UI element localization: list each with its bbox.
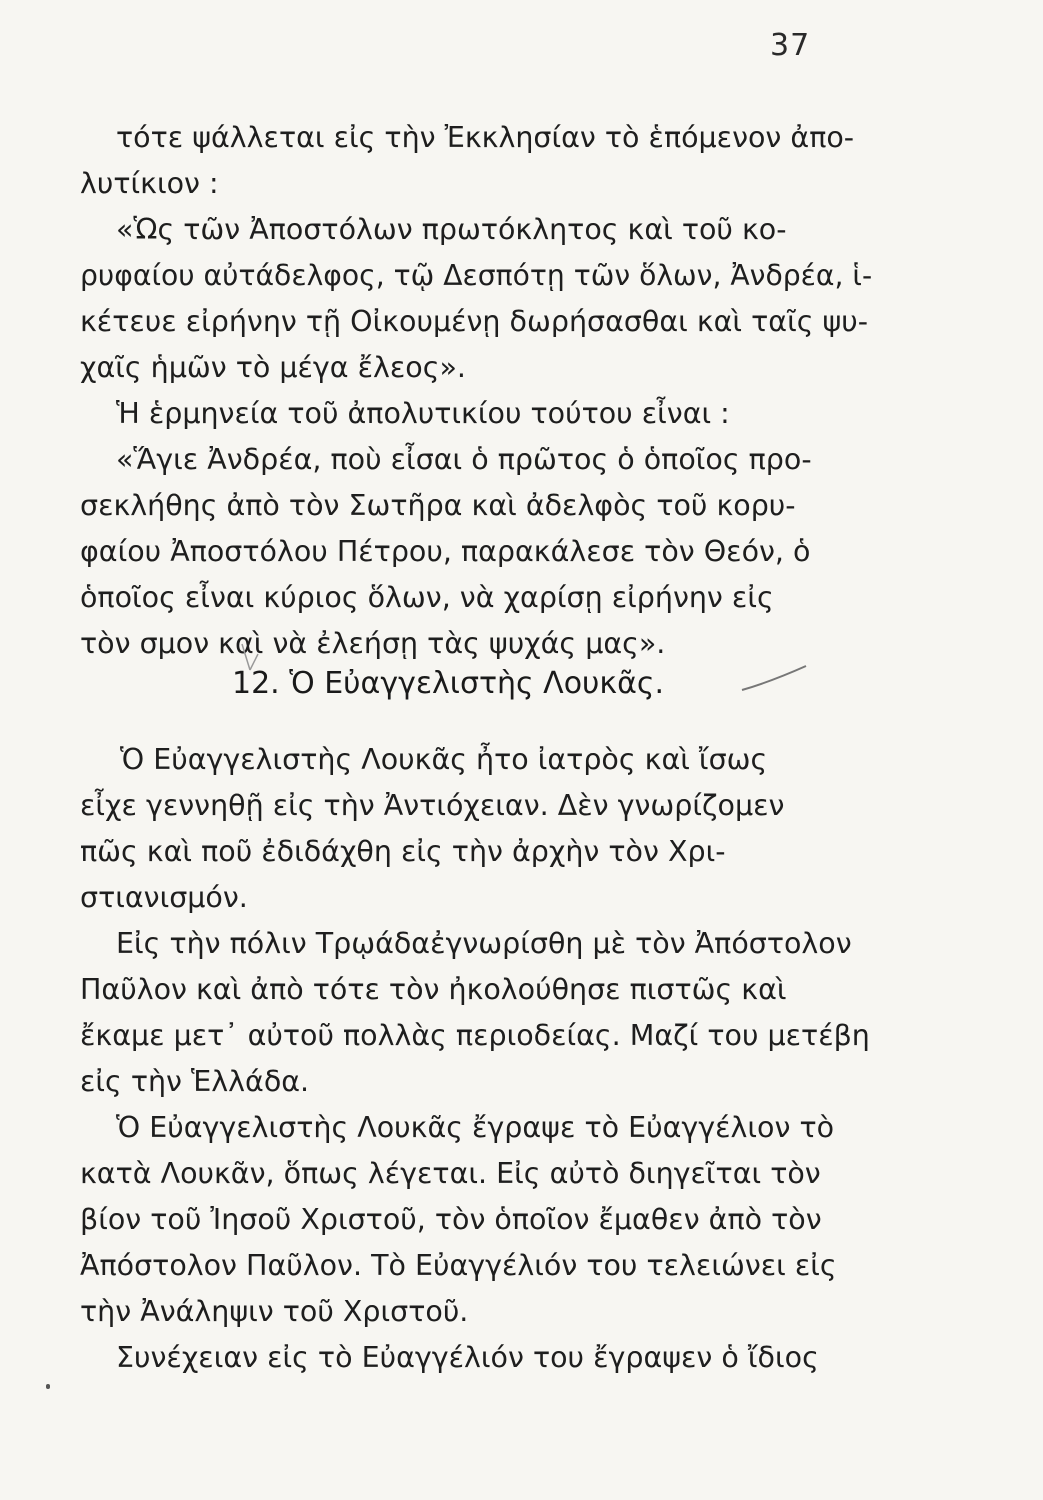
text-line: χαῖς ἡμῶν τὸ μέγα ἔλεος». [80, 351, 466, 384]
text-line: «Ὡς τῶν Ἀποστόλων πρωτόκλητος καὶ τοῦ κο- [116, 213, 787, 246]
text-line: «Ἅγιε Ἀνδρέα, ποὺ εἶσαι ὁ πρῶτος ὁ ὁποῖος προ- [116, 443, 812, 476]
text-line: εἶχε γεννηθῇ εἰς τὴν Ἀντιόχειαν. Δὲν γνωρίζομεν [80, 789, 785, 822]
text-line: κέτευε εἰρήνην τῇ Οἰκουμένῃ δωρήσασθαι καὶ ταῖς ψυ- [80, 305, 869, 338]
text-line: ὁποῖος εἶναι κύριος ὅλων, νὰ χαρίσῃ εἰρήνην εἰς [80, 581, 774, 614]
text-line: ρυφαίου αὐτάδελφος, τῷ Δεσπότῃ τῶν ὅλων, Ἀνδρέα, ἱ- [80, 259, 873, 292]
text-line: τὸν σμον καὶ νὰ ἐλεήσῃ τὰς ψυχάς μας». [80, 627, 666, 660]
pencil-tick-icon [236, 640, 266, 680]
speck [46, 1384, 50, 1389]
text-line: εἰς τὴν Ἑλλάδα. [80, 1065, 310, 1098]
text-line: κατὰ Λουκᾶν, ὅπως λέγεται. Εἰς αὐτὸ διηγεῖται τὸν [80, 1157, 821, 1190]
text-line: Παῦλον καὶ ἀπὸ τότε τὸν ἠκολούθησε πιστῶς καὶ [80, 973, 787, 1006]
text-line: Συνέχειαν εἰς τὸ Εὐαγγέλιόν του ἔγραψεν ὁ ἴδιος [116, 1341, 819, 1374]
text-line: ἔκαμε μετ᾽ αὐτοῦ πολλὰς περιοδείας. Μαζί του μετέβη [80, 1019, 870, 1052]
text-line: σεκλήθης ἀπὸ τὸν Σωτῆρα καὶ ἀδελφὸς τοῦ κορυ- [80, 489, 796, 522]
text-line: Ὁ Εὐαγγελιστὴς Λουκᾶς ἦτο ἰατρὸς καὶ ἴσως [120, 743, 768, 776]
text-line: λυτίκιον : [80, 167, 219, 200]
page-number: 37 [770, 28, 811, 63]
text-line: Ἀπόστολον Παῦλον. Τὸ Εὐαγγέλιόν του τελειώνει εἰς [80, 1249, 837, 1282]
text-line: τὴν Ἀνάληψιν τοῦ Χριστοῦ. [80, 1295, 469, 1328]
text-line: πῶς καὶ ποῦ ἐδιδάχθη εἰς τὴν ἀρχὴν τὸν Χρι- [80, 835, 726, 868]
text-line: Εἰς τὴν πόλιν Τρῳάδαἐγνωρίσθη μὲ τὸν Ἀπόστολον [116, 927, 852, 960]
text-line: Ἡ ἑρμηνεία τοῦ ἀπολυτικίου τούτου εἶναι : [116, 397, 730, 430]
section-heading: 12. Ὁ Εὐαγγελιστὴς Λουκᾶς. [232, 666, 665, 701]
pencil-mark-icon [740, 660, 810, 700]
text-line: φαίου Ἀποστόλου Πέτρου, παρακάλεσε τὸν Θεόν, ὁ [80, 535, 811, 568]
text-line: βίον τοῦ Ἰησοῦ Χριστοῦ, τὸν ὁποῖον ἔμαθεν ἀπὸ τὸν [80, 1203, 822, 1236]
text-line: στιανισμόν. [80, 881, 248, 914]
text-line: Ὁ Εὐαγγελιστὴς Λουκᾶς ἔγραψε τὸ Εὐαγγέλιον τὸ [116, 1111, 835, 1144]
text-line: τότε ψάλλεται εἰς τὴν Ἐκκλησίαν τὸ ἑπόμενον ἀπο- [116, 121, 855, 154]
